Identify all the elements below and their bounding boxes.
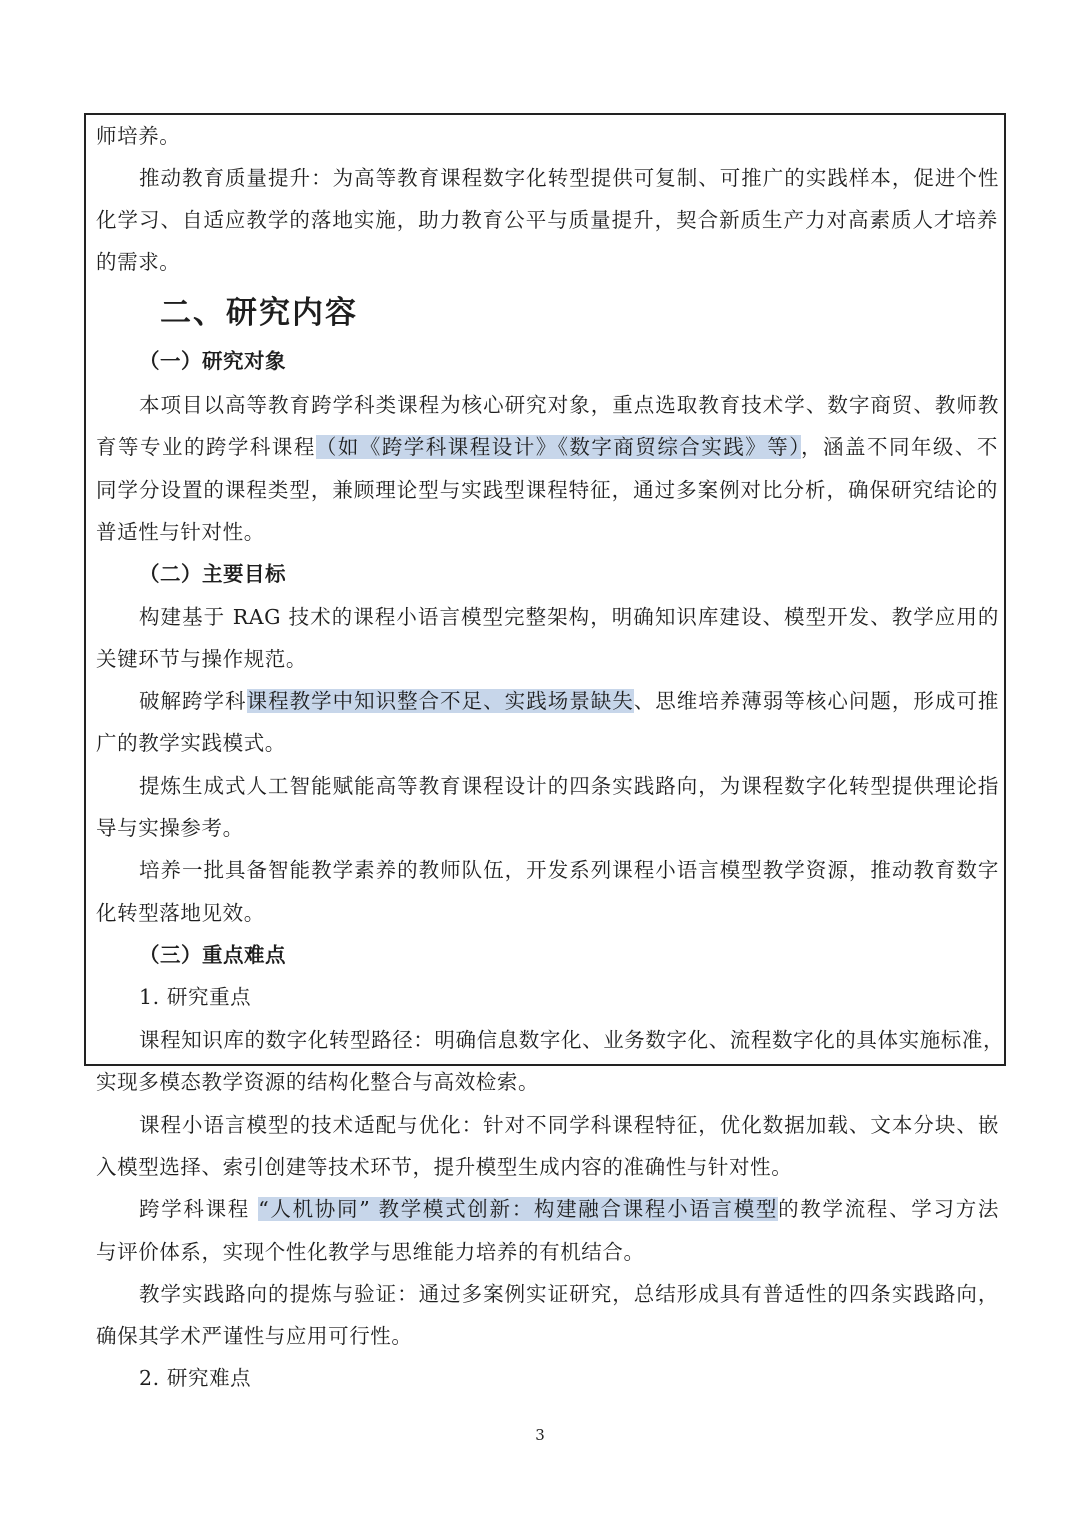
text-span: ，涵盖不同年级、不 bbox=[801, 435, 998, 459]
numbered-subheading: 1. 研究重点 bbox=[139, 985, 252, 1009]
text-line: 入模型选择、索引创建等技术环节，提升模型生成内容的准确性与针对性。 bbox=[96, 1155, 793, 1179]
text-line: 广的教学实践模式。 bbox=[96, 731, 286, 755]
text-span: 的教学流程、学习方法 bbox=[778, 1197, 999, 1221]
page-number: 3 bbox=[535, 1426, 545, 1444]
text-line: 本项目以高等教育跨学科类课程为核心研究对象，重点选取教育技术学、数字商贸、教师教 bbox=[139, 393, 999, 417]
subsection-title: （三）重点难点 bbox=[139, 943, 286, 967]
text-line: 培养一批具备智能教学素养的教师队伍，开发系列课程小语言模型教学资源，推动教育数字 bbox=[139, 858, 999, 882]
text-line: 化学习、自适应教学的落地实施，助力教育公平与质量提升，契合新质生产力对高素质人才培养 bbox=[96, 208, 998, 232]
text-line: 化转型落地见效。 bbox=[96, 901, 265, 925]
text-line bbox=[139, 686, 999, 716]
text-line bbox=[139, 1194, 999, 1224]
highlighted-text: “人机协同” 教学模式创新：构建融合课程小语言模型 bbox=[258, 1197, 779, 1221]
text-line: 课程小语言模型的技术适配与优化：针对不同学科课程特征，优化数据加载、文本分块、嵌 bbox=[139, 1113, 999, 1137]
text-line: 与评价体系，实现个性化教学与思维能力培养的有机结合。 bbox=[96, 1240, 645, 1264]
text-line: 师培养。 bbox=[96, 124, 181, 148]
text-span: 跨学科课程 bbox=[139, 1197, 259, 1221]
text-line: 构建基于 RAG 技术的课程小语言模型完整架构，明确知识库建设、模型开发、教学应用的 bbox=[139, 605, 999, 629]
text-line: 教学实践路向的提炼与验证：通过多案例实证研究，总结形成具有普适性的四条实践路向， bbox=[139, 1282, 999, 1306]
text-line: 同学分设置的课程类型，兼顾理论型与实践型课程特征，通过多案例对比分析，确保研究结论的 bbox=[96, 478, 998, 502]
text-span: 破解跨学科 bbox=[139, 689, 247, 713]
text-line: 课程知识库的数字化转型路径：明确信息数字化、业务数字化、流程数字化的具体实施标准， bbox=[139, 1028, 1005, 1052]
text-line: 导与实操参考。 bbox=[96, 816, 244, 840]
text-span: 、思维培养薄弱等核心问题，形成可推 bbox=[633, 689, 1000, 713]
subsection-title: （一）研究对象 bbox=[139, 349, 286, 373]
subsection-title: （二）主要目标 bbox=[139, 562, 286, 586]
text-line: 普适性与针对性。 bbox=[96, 520, 265, 544]
text-line: 提炼生成式人工智能赋能高等教育课程设计的四条实践路向，为课程数字化转型提供理论指 bbox=[139, 774, 999, 798]
section-title: 二、研究内容 bbox=[160, 295, 358, 331]
text-line: 实现多模态教学资源的结构化整合与高效检索。 bbox=[96, 1070, 540, 1094]
text-line: 关键环节与操作规范。 bbox=[96, 647, 307, 671]
text-line: 推动教育质量提升：为高等教育课程数字化转型提供可复制、可推广的实践样本，促进个性 bbox=[139, 166, 999, 190]
highlighted-text: （如《跨学科课程设计》《数字商贸综合实践》等） bbox=[315, 435, 802, 459]
numbered-subheading: 2. 研究难点 bbox=[139, 1366, 252, 1390]
text-line bbox=[96, 432, 998, 462]
text-line: 确保其学术严谨性与应用可行性。 bbox=[96, 1324, 413, 1348]
text-line: 的需求。 bbox=[96, 250, 181, 274]
highlighted-text: 课程教学中知识整合不足、实践场景缺失 bbox=[246, 689, 634, 713]
text-span: 育等专业的跨学科课程 bbox=[96, 435, 316, 459]
